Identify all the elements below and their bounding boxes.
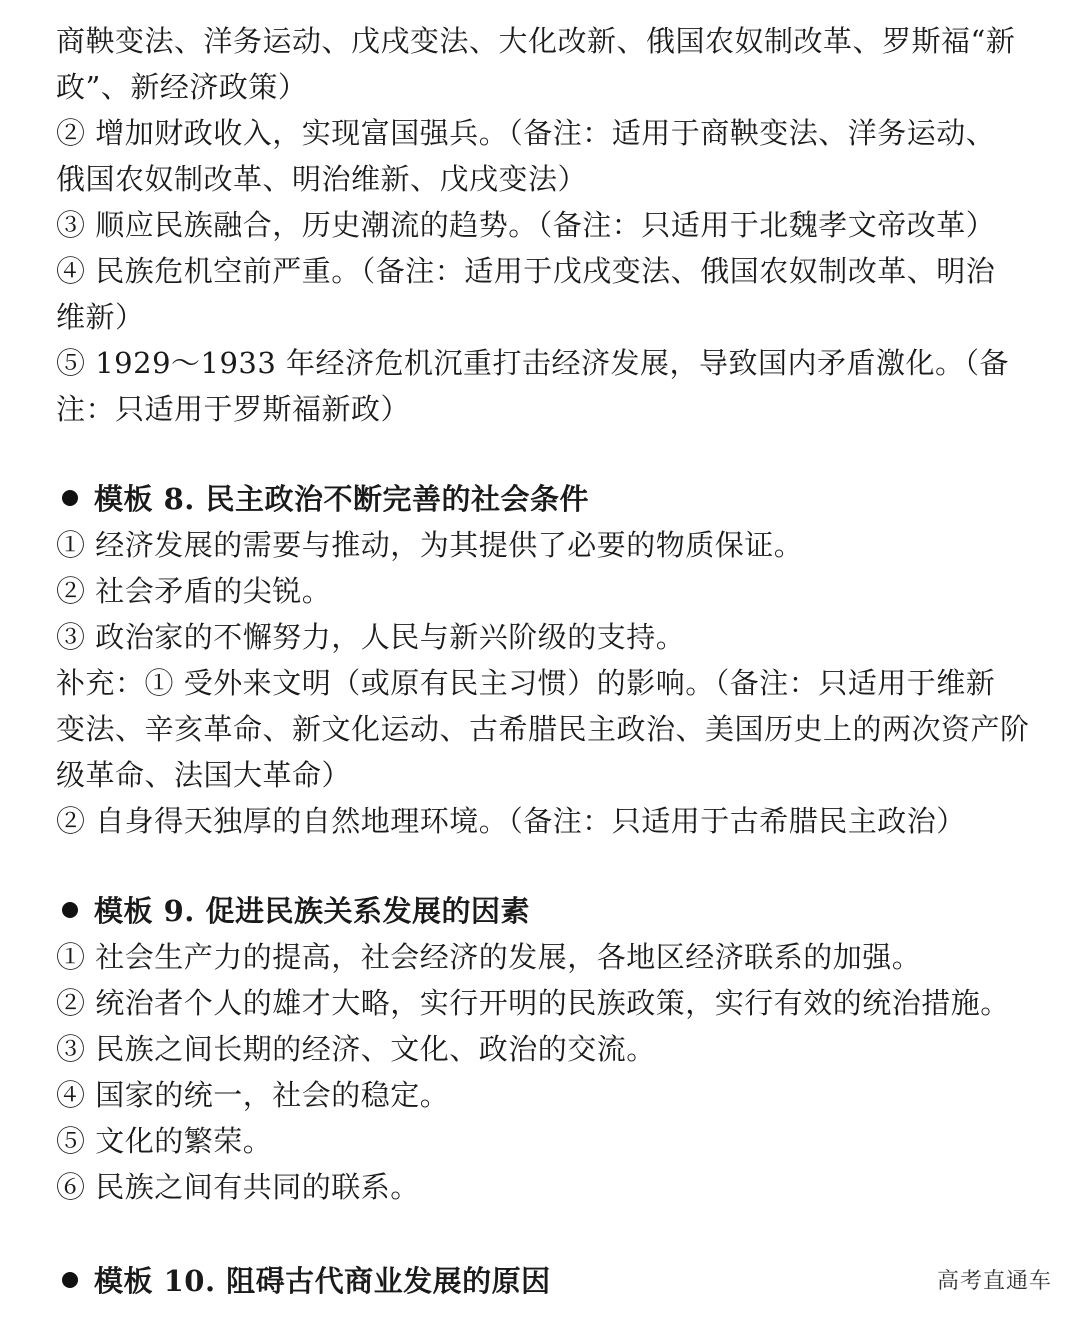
text-line: ⑤ 1929～1933 年经济危机沉重打击经济发展，导致国内矛盾激化。（备: [56, 346, 1010, 380]
intro-section: [56, 18, 1016, 432]
text-line: 俄国农奴制改革、明治维新、戊戌变法）: [56, 162, 588, 196]
text-line: ① 社会生产力的提高，社会经济的发展，各地区经济联系的加强。: [56, 940, 922, 974]
text-line: 注：只适用于罗斯福新政）: [56, 392, 411, 426]
text-line: ⑤ 文化的繁荣。: [56, 1124, 273, 1158]
text-line: 商鞅变法、洋务运动、戊戌变法、大化改新、俄国农奴制改革、罗斯福“新: [56, 24, 1016, 58]
text-line: 补充：① 受外来文明（或原有民主习惯）的影响。（备注：只适用于维新: [56, 666, 996, 700]
heading-text: 模板 8. 民主政治不断完善的社会条件: [94, 482, 589, 516]
text-line: ③ 政治家的不懈努力，人民与新兴阶级的支持。: [56, 620, 686, 654]
watermark: 高考直通车: [936, 1269, 1052, 1294]
text-line: ③ 顺应民族融合，历史潮流的趋势。（备注：只适用于北魏孝文帝改革）: [56, 208, 996, 242]
text-line: ② 增加财政收入，实现富国强兵。（备注：适用于商鞅变法、洋务运动、: [56, 116, 996, 150]
section-heading: [56, 888, 1016, 934]
text-line: 政”、新经济政策）: [56, 70, 308, 104]
section-heading: [56, 1258, 1016, 1304]
heading-text: 模板 10. 阻碍古代商业发展的原因: [94, 1264, 551, 1298]
document-page: [56, 18, 1030, 1304]
text-line: ④ 民族危机空前严重。（备注：适用于戊戌变法、俄国农奴制改革、明治: [56, 254, 996, 288]
text-line: ② 自身得天独厚的自然地理环境。（备注：只适用于古希腊民主政治）: [56, 804, 966, 838]
heading-text: 模板 9. 促进民族关系发展的因素: [94, 894, 530, 928]
template-8-section: [56, 476, 1030, 844]
bullet-icon: [62, 490, 78, 506]
template-9-section: [56, 888, 1016, 1210]
text-line: ② 统治者个人的雄才大略，实行开明的民族政策，实行有效的统治措施。: [56, 986, 1010, 1020]
text-line: 变法、辛亥革命、新文化运动、古希腊民主政治、美国历史上的两次资产阶: [56, 712, 1030, 746]
text-line: 级革命、法国大革命）: [56, 758, 352, 792]
text-line: ② 社会矛盾的尖锐。: [56, 574, 332, 608]
section-heading: [56, 476, 1016, 522]
text-line: ① 经济发展的需要与推动，为其提供了必要的物质保证。: [56, 528, 804, 562]
bullet-icon: [62, 1272, 78, 1288]
bullet-icon: [62, 902, 78, 918]
text-line: ③ 民族之间长期的经济、文化、政治的交流。: [56, 1032, 656, 1066]
template-10-section: [56, 1258, 1016, 1304]
text-line: 维新）: [56, 300, 145, 334]
text-line: ⑥ 民族之间有共同的联系。: [56, 1170, 420, 1204]
text-line: ④ 国家的统一，社会的稳定。: [56, 1078, 450, 1112]
